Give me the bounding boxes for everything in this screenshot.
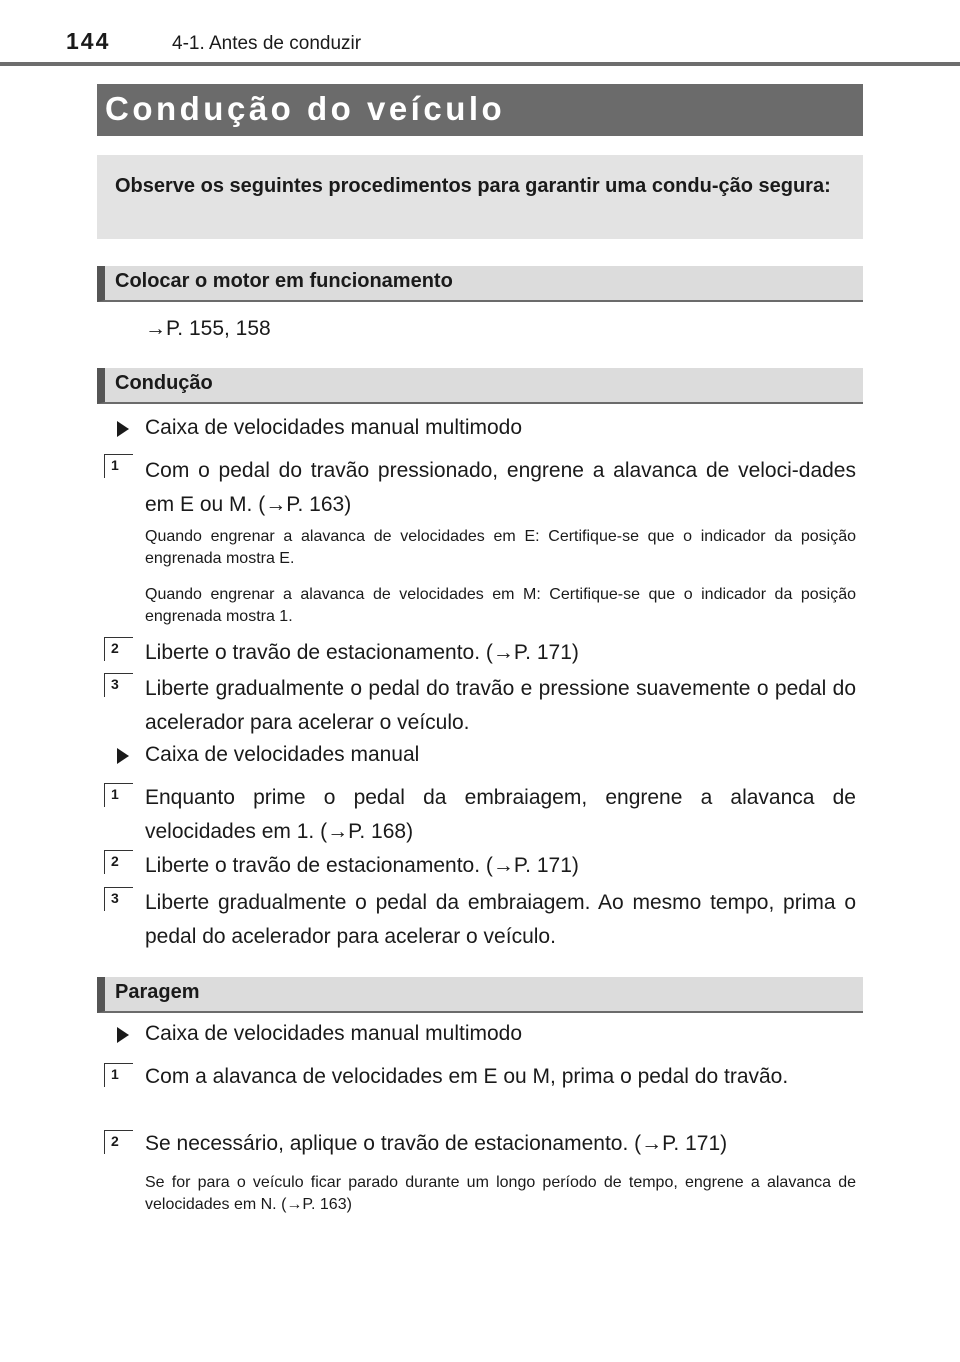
step-text: Com o pedal do travão pressionado, engrene a alavanca de veloci-dades em E ou M. (→P. 163) [145,459,856,516]
chapter-title: 4-1. Antes de conduzir [172,33,362,54]
section-heading-start-engine [97,266,863,302]
step-number-badge: 2 [104,637,133,661]
subheading-manual-transmission: Caixa de velocidades manual [145,743,420,766]
section-heading-stopping [97,977,863,1013]
step-number-badge: 1 [104,454,133,478]
subheading-multimode-transmission: Caixa de velocidades manual multimodo [145,1022,523,1045]
page-header [0,0,960,66]
section-heading-label: Paragem [115,981,200,1003]
step-number-badge: 3 [104,673,133,697]
subheading-multimode-transmission: Caixa de velocidades manual multimodo [145,416,523,439]
section-heading-driving [97,368,863,404]
step-number-badge: 1 [104,783,133,807]
step-text: Liberte o travão de estacionamento. (→P. 171) [145,641,579,664]
intro-text: Observe os seguintes procedimentos para garantir uma condu-ção segura: [115,175,831,197]
step-number-badge: 2 [104,850,133,874]
step-number-badge: 3 [104,887,133,911]
step-number-badge: 2 [104,1130,133,1154]
triangle-bullet-icon [117,748,129,764]
note-text: Quando engrenar a alavanca de velocidades em M: Certifique-se que o indicador da posição engrenada mostra 1. [145,586,856,625]
step-text: Com a alavanca de velocidades em E ou M, prima o pedal do travão. [145,1065,789,1088]
step-text: Enquanto prime o pedal da embraiagem, engrene a alavanca de velocidades em 1. (→P. 168) [145,786,856,843]
page-number: 144 [66,28,111,54]
note-text: Quando engrenar a alavanca de velocidades em E: Certifique-se que o indicador da posição engrenada mostra E. [145,528,856,567]
section-heading-label: Condução [115,372,213,394]
page-title: Condução do veículo [105,90,506,127]
step-number-badge: 1 [104,1063,133,1087]
header-divider [0,62,960,66]
section-heading-label: Colocar o motor em funcionamento [115,270,453,292]
intro-box [97,155,863,239]
triangle-bullet-icon [117,421,129,437]
start-engine-reference-link[interactable]: →P. 155, 158 [145,317,271,340]
step-text: Liberte gradualmente o pedal do travão e pressione suavemente o pedal do acelerador para acelerar o veículo. [145,677,856,734]
triangle-bullet-icon [117,1027,129,1043]
step-text: Liberte o travão de estacionamento. (→P. 171) [145,854,579,877]
page-title-bar [97,84,863,136]
note-text: Se for para o veículo ficar parado durante um longo período de tempo, engrene a alavanca de velocidades em N. (→P. 163) [145,1174,856,1213]
step-text: Liberte gradualmente o pedal da embraiagem. Ao mesmo tempo, prima o pedal do acelerador para acelerar o veículo. [145,891,856,948]
step-text: Se necessário, aplique o travão de estacionamento. (→P. 171) [145,1132,728,1155]
